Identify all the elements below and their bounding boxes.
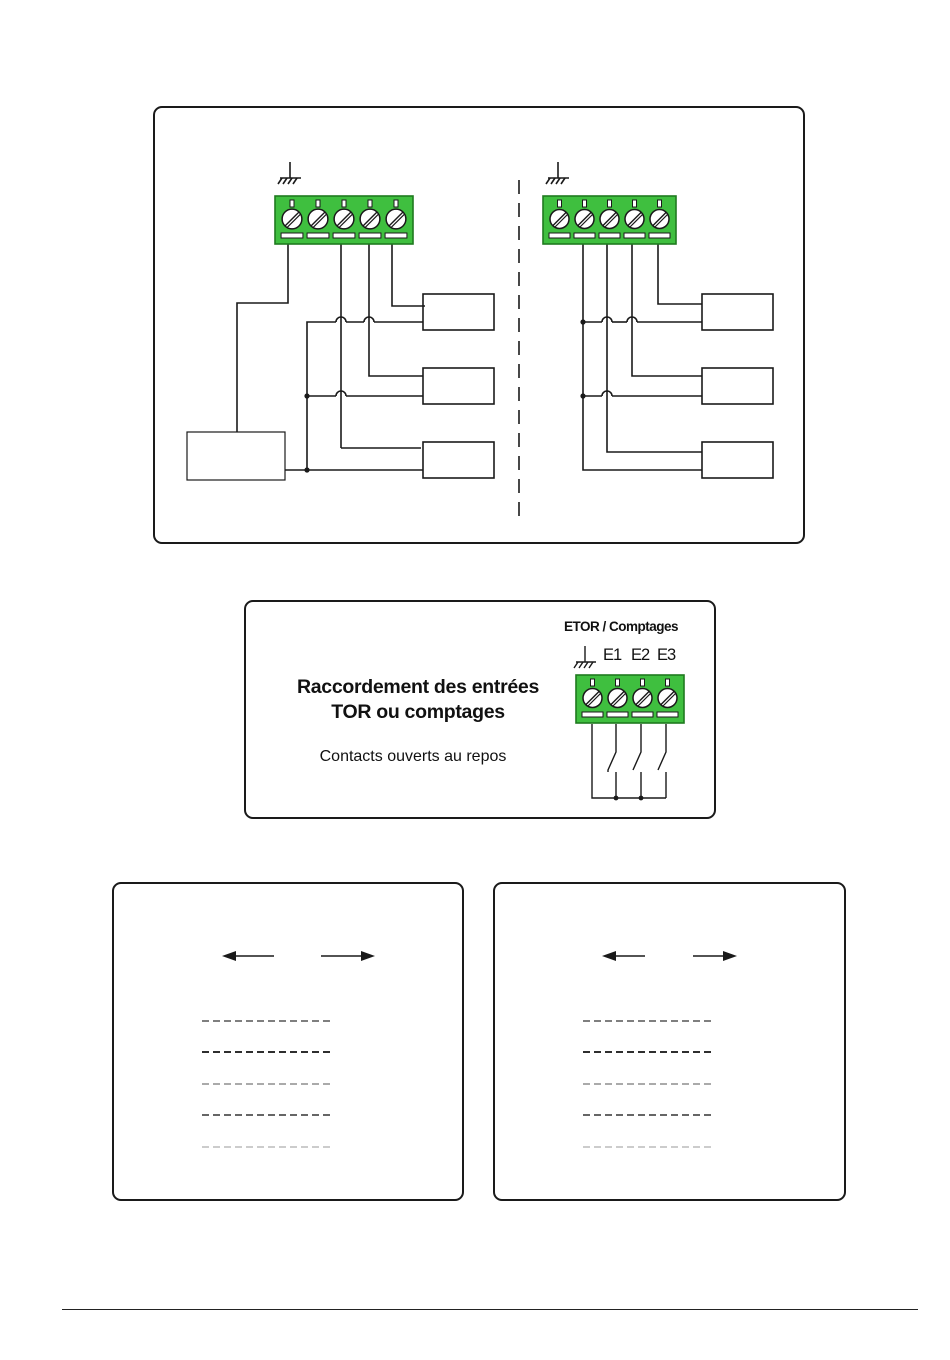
wire-right-3 (632, 244, 702, 376)
terminal-label-e2: E2 (631, 646, 650, 664)
input-panel-subtitle: Contacts ouverts au repos (319, 748, 507, 765)
signal-svg-right (495, 884, 848, 1203)
input-wiring-panel (244, 600, 716, 819)
wiring-diagram-svg (155, 108, 807, 546)
input-wiring-svg (246, 602, 718, 821)
footer-rule (62, 1309, 918, 1310)
wire-terminal-4 (369, 244, 423, 376)
ground-icon (546, 162, 569, 184)
wire-terminal-5 (392, 244, 425, 306)
terminal-block-right (543, 196, 676, 244)
signal-panel-right (493, 882, 846, 1201)
arrow-right-icon (321, 951, 375, 961)
wire-right-4 (658, 244, 702, 304)
controller-box (187, 432, 285, 480)
sensor-box-1 (423, 294, 494, 330)
common-bus-right (583, 244, 702, 470)
terminal-block-label: ETOR / Comptages (564, 619, 679, 634)
sensor-box-right-3 (702, 442, 773, 478)
arrow-left-icon (222, 951, 274, 961)
ground-icon (574, 646, 596, 668)
ground-icon (278, 162, 301, 184)
common-wire (592, 724, 666, 798)
wire-right-2 (607, 244, 702, 452)
title-line-2: TOR ou comptages (331, 701, 505, 723)
sensor-box-3 (423, 442, 494, 478)
arrow-right-icon (693, 951, 737, 961)
terminal-label-e1: E1 (603, 646, 622, 664)
title-line-1: Raccordement des entrées (296, 676, 540, 698)
sensor-box-right-2 (702, 368, 773, 404)
sensor-box-right-1 (702, 294, 773, 330)
terminal-block-inputs (576, 675, 684, 723)
ground-wire (237, 244, 288, 432)
signal-svg-left (114, 884, 466, 1203)
terminal-block-left (275, 196, 413, 244)
arrow-left-icon (602, 951, 645, 961)
terminal-label-e3: E3 (657, 646, 676, 664)
signal-panel-left (112, 882, 464, 1201)
sensor-box-2 (423, 368, 494, 404)
wiring-diagram-panel (153, 106, 805, 544)
